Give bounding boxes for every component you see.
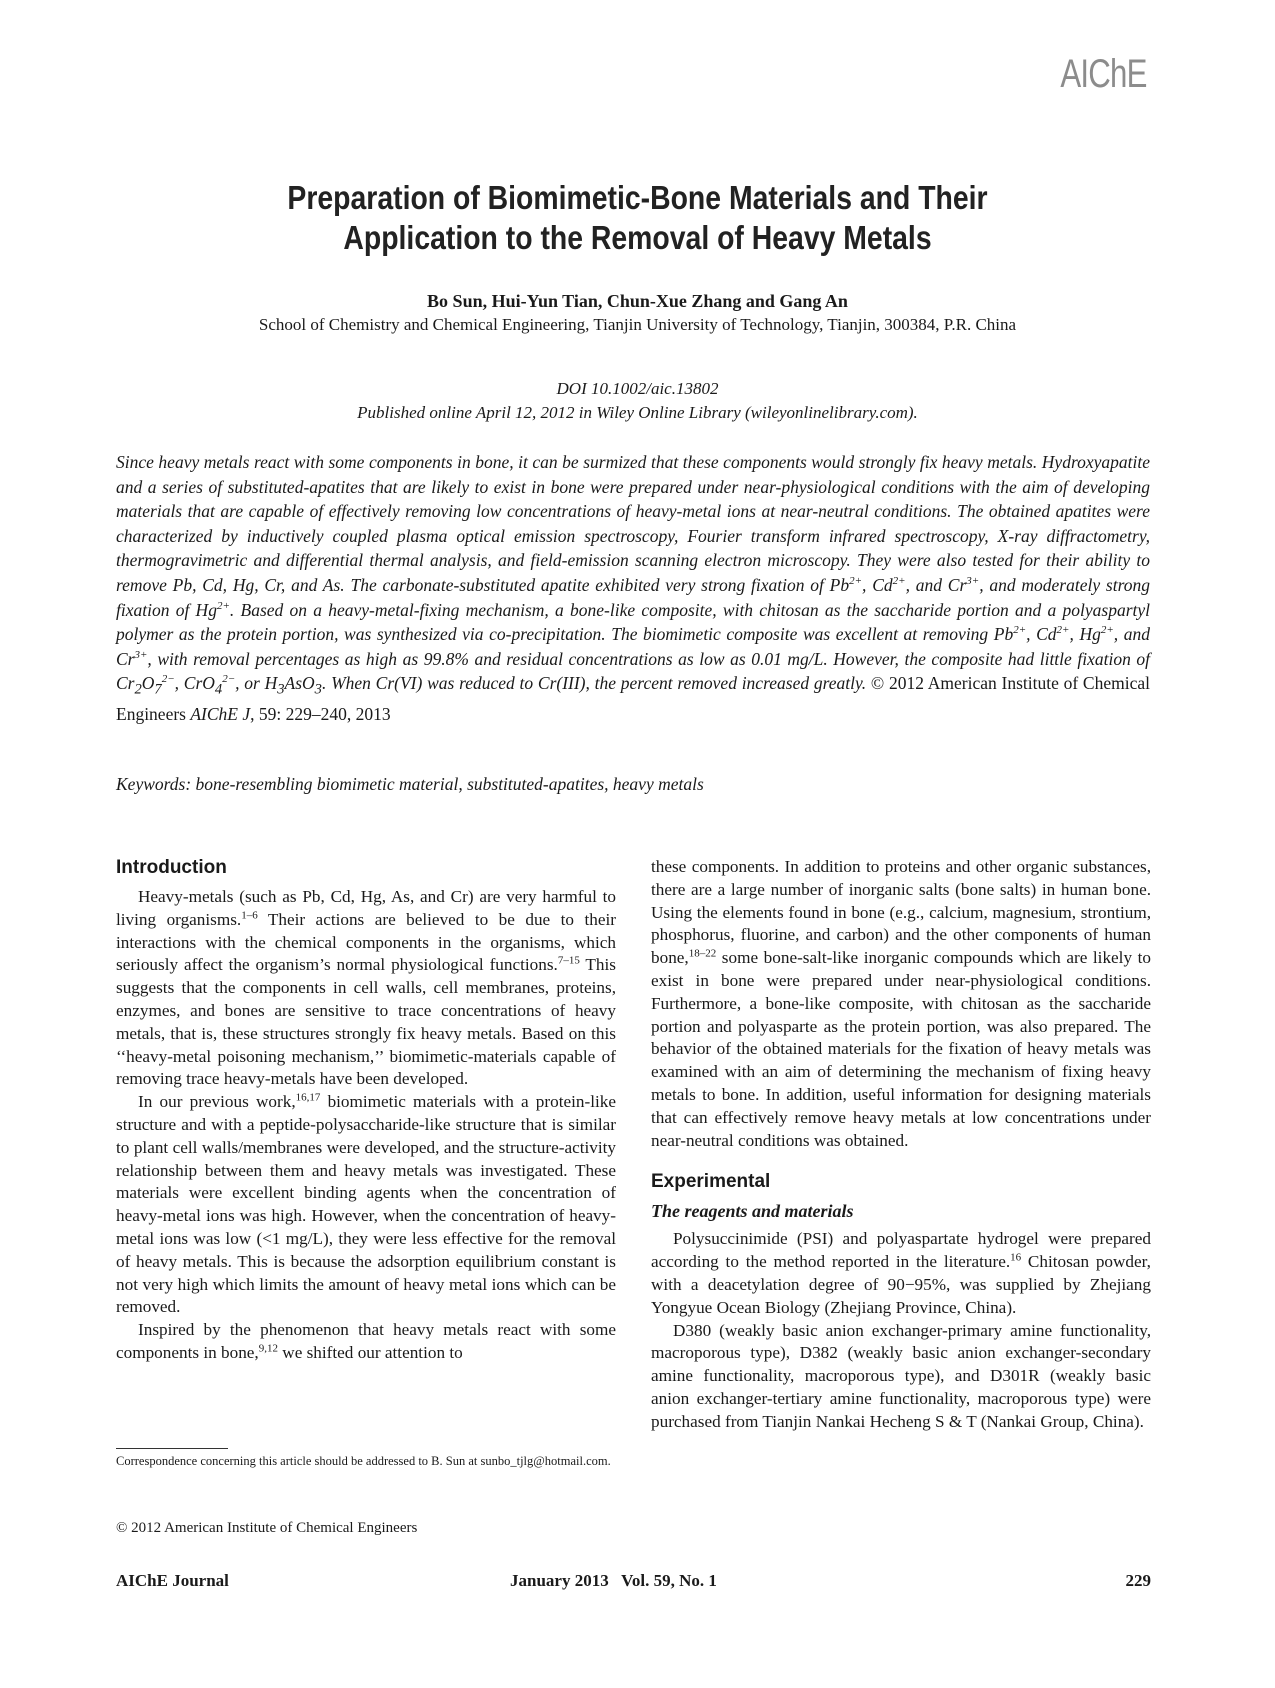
experimental-paragraph-1: Polysuccinimide (PSI) and polyaspartate hydrogel were prepared according to the method reported in the literature.$^{16}$ Chitosan powder, with a deacetylation degree of 90−95%, was supplied by Zhejiang Yongyue Ocean Biology (Zhejiang Province, China). [651, 1229, 1151, 1317]
section-heading-introduction: Introduction [116, 857, 227, 878]
right-column [651, 856, 1151, 1434]
citation-ref: 16 [1010, 1251, 1022, 1264]
abstract-citation: © 2012 American Institute of Chemical Engineers [116, 673, 1150, 725]
title-line-1: Preparation of Biomimetic-Bone Materials and Their [287, 179, 988, 216]
citation-ref: 1–6 [241, 909, 258, 922]
citation-ref: 7–15 [557, 954, 580, 967]
citation-ref: 9,12 [258, 1342, 278, 1355]
paper-title [100, 178, 1175, 258]
left-column [116, 856, 616, 1365]
intro-paragraph-1: Heavy-metals (such as Pb, Cd, Hg, As, and Cr) are very harmful to living organisms.$^{1-6}$ Their actions are believed to be due to their interactions with the chemical components in the organisms, which seriously affect the organism’s normal physiological functions.$^{7-15}$ This suggests that the components in cell walls, cell membranes, proteins, enzymes, and bones are sensitive to trace concentrations of heavy metals, that is, these structures strongly fix heavy metals. Based on this ‘‘heavy-metal poisoning mechanism,’’ biomimetic-materials capable of removing trace heavy-metals have been developed. [116, 887, 616, 1089]
citation-ref: 18–22 [688, 947, 717, 960]
footer-journal-name: AIChE Journal [116, 1571, 229, 1590]
publication-info: Published online April 12, 2012 in Wiley Online Library (wileyonlinelibrary.com). [357, 403, 918, 422]
doi: DOI 10.1002/aic.13802 [556, 379, 719, 398]
abstract [116, 450, 1150, 727]
affiliation: School of Chemistry and Chemical Engineering, Tianjin University of Technology, Tianjin, 300384, P.R. China [258, 315, 1017, 334]
footer-issue: January 2013 Vol. 59, No. 1 [510, 1571, 717, 1590]
intro-paragraph-continued: these components. In addition to proteins and other organic substances, there are a large number of inorganic salts (bone salts) in human bone. Using the elements found in bone (e.g., calcium, magnesium, strontium, phosphorus, fluorine, and carbon) and the other components of human bone,$^{18-22}$ some bone-salt-like inorganic compounds which are likely to exist in bone were prepared under near-physiological conditions. Furthermore, a bone-like composite, with chitosan as the saccharide portion and polyasparte as the protein portion, was also prepared. The behavior of the obtained materials for the fixation of heavy metals was examined with an aim of determining the mechanism of fixing heavy metals to bone. In addition, useful information for designing materials that can effectively remove heavy metals at low concentrations under near-neutral conditions was obtained. [651, 857, 1151, 1150]
intro-paragraph-2: In our previous work,$^{16,17}$ biomimetic materials with a protein-like structure and with a peptide-polysaccharide-like structure that is similar to plant cell walls/membranes were developed, and the structure-activity relationship between them and heavy metals was investigated. These materials were excellent binding agents when the concentration of heavy-metal ions was high. However, when the concentration of heavy-metal ions was low (<1 mg/L), they were less effective for the removal of heavy metals. This is because the adsorption equilibrium constant is not very high which limits the amount of heavy metal ions which can be removed. [116, 1091, 616, 1317]
footnote-divider [116, 1448, 228, 1449]
experimental-paragraph-2: D380 (weakly basic anion exchanger-primary amine functionality, macroporous type), D382 (weakly basic anion exchanger-secondary amine functionality, macroporous type), and D301R (weakly basic anion exchanger-tertiary amine functionality, macroporous type) were purchased from Tianjin Nankai Hecheng S & T (Nankai Group, China). [651, 1320, 1151, 1431]
abstract-body: Since heavy metals react with some components in bone, it can be surmized that these components would strongly fix heavy metals. Hydroxyapatite and a series of substituted-apatites that are likely to exist in bone were prepared under near-physiological conditions with the aim of developing materials that are capable of effectively removing low concentrations of heavy-metal ions at near-neutral conditions. The obtained apatites were characterized by inductively coupled plasma optical emission spectroscopy, Fourier transform infrared spectroscopy, X-ray diffractometry, thermogravimetric and differential thermal analysis, and field-emission scanning electron microscopy. They were also tested for their ability to remove Pb, Cd, Hg, Cr, and As. The carbonate-substituted apatite exhibited very strong fixation of $Pb^{2+}$, $Cd^{2+}$, and $Cr^{3+}$, and moderately strong fixation of $Hg^{2+}$. Based on a heavy-metal-fixing mechanism, a bone-like composite, with chitosan as the saccharide portion and a polyaspartyl polymer as the protein portion, was synthesized via co-precipitation. The biomimetic composite was excellent at removing $Pb^{2+}$, $Cd^{2+}$, $Hg^{2+}$, and $Cr^{3+}$, with removal percentages as high as 99.8% and residual concentrations as low as 0.01 mg/L. However, the composite had little fixation of $Cr_2O_7^{2-}$, CrO$_4^{2-}$, or $H_3AsO_3$. When Cr(VI) was reduced to Cr(III), the percent removed increased greatly. [116, 452, 1151, 698]
abstract-citation-volume: , 59: 229–240, 2013 [250, 704, 391, 725]
correspondence-footnote: Correspondence concerning this article should be addressed to B. Sun at sunbo_tjlg@hotmail.com. [116, 1454, 611, 1468]
footer-page-number: 229 [1125, 1571, 1151, 1590]
copyright-notice: © 2012 American Institute of Chemical Engineers [116, 1520, 418, 1536]
citation-ref: 16,17 [295, 1091, 321, 1104]
keywords: Keywords: bone-resembling biomimetic material, substituted-apatites, heavy metals [116, 774, 704, 794]
intro-paragraph-3: Inspired by the phenomenon that heavy metals react with some components in bone,$^{9,12}$ we shifted our attention to [116, 1320, 616, 1362]
title-line-2: Application to the Removal of Heavy Metals [343, 219, 932, 256]
subsection-heading-reagents: The reagents and materials [651, 1201, 854, 1222]
section-heading-experimental: Experimental [651, 1171, 771, 1193]
journal-abbreviation: AIChE J [190, 704, 251, 725]
aiche-logo: AIChE [1060, 52, 1147, 96]
author-list: Bo Sun, Hui-Yun Tian, Chun-Xue Zhang and Gang An [427, 291, 848, 311]
